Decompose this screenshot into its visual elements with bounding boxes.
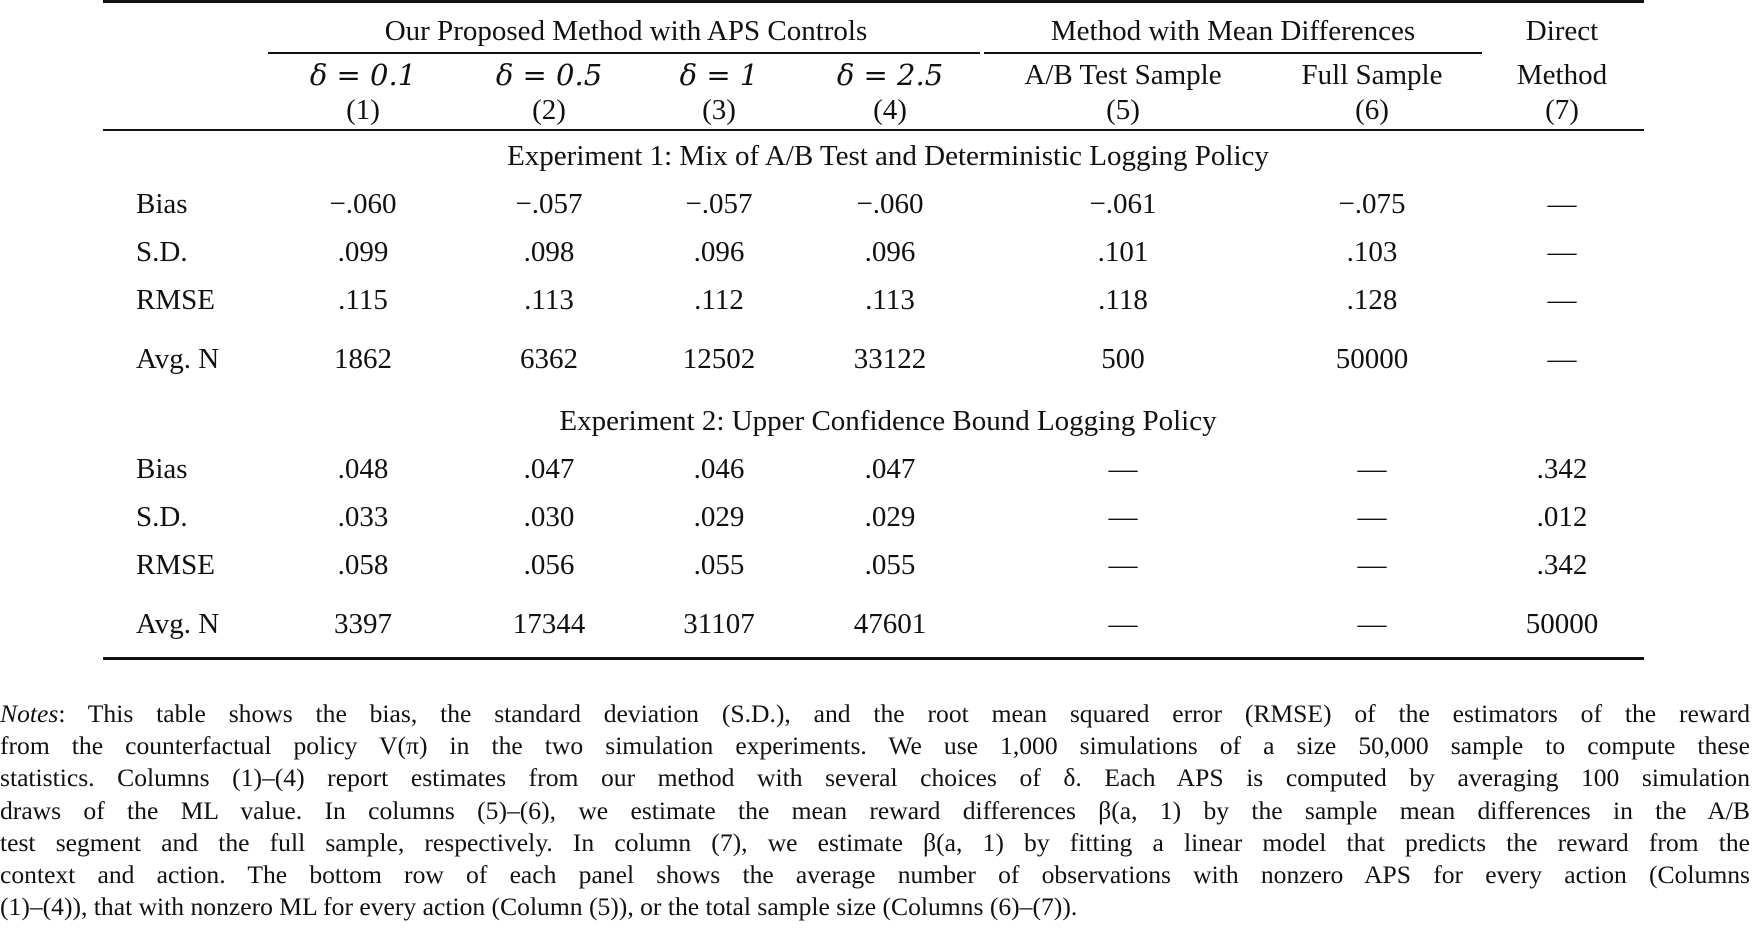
table-cell: .128 <box>1346 284 1398 316</box>
table-cell: — <box>1357 453 1387 485</box>
column-header-number: (2) <box>532 94 566 126</box>
table-cell: 12502 <box>682 343 756 375</box>
group-header-direct-line2: Method <box>1516 59 1608 91</box>
table-cell: .099 <box>337 236 389 268</box>
row-label: Bias <box>136 453 188 485</box>
table-cell: .029 <box>864 501 916 533</box>
table-cell: .047 <box>864 453 916 485</box>
group-header-proposed: Our Proposed Method with APS Controls <box>384 15 868 47</box>
notes-line: (1)–(4)), that with nonzero ML for every action (Column (5)), or the total sample size (Columns (6)–(7)). <box>0 892 1078 922</box>
notes-line: from the counterfactual policy V(π) in the two simulation experiments. We use 1,000 simulations of a size 50,000 sample to compute these <box>0 731 1750 761</box>
table-cell: — <box>1357 608 1387 640</box>
column-header-label: δ = 0.5 <box>495 58 603 92</box>
table-cell: .113 <box>524 284 574 316</box>
table-cell: .055 <box>864 549 916 581</box>
notes-line: Notes: This table shows the bias, the standard deviation (S.D.), and the root mean squared error (RMSE) of the estimators of the reward <box>0 699 1750 728</box>
row-label: Avg. N <box>136 608 220 640</box>
table-cell: 500 <box>1101 343 1145 375</box>
table-cell: −.057 <box>515 188 583 220</box>
notes-line: statistics. Columns (1)–(4) report estimates from our method with several choices of δ. Each APS is computed by averaging 100 simulation <box>0 763 1750 793</box>
table-notes <box>0 698 1750 923</box>
table-top-rule <box>103 0 1644 3</box>
table-cell: .113 <box>865 284 915 316</box>
column-header-label: δ = 1 <box>679 58 759 92</box>
table-cell: .098 <box>523 236 575 268</box>
column-header-number: (3) <box>702 94 736 126</box>
table-cell: 17344 <box>512 608 586 640</box>
table-cell: .103 <box>1346 236 1398 268</box>
table-cell: — <box>1357 549 1387 581</box>
table-cell: −.060 <box>856 188 924 220</box>
notes-line: context and action. The bottom row of each panel shows the average number of observations with nonzero APS for every action (Columns <box>0 860 1750 890</box>
mean-diff-group-rule <box>984 52 1482 54</box>
table-cell: .058 <box>337 549 389 581</box>
row-label: RMSE <box>136 284 215 316</box>
table-cell: .033 <box>337 501 389 533</box>
table-cell: 50000 <box>1335 343 1409 375</box>
table-cell: — <box>1547 188 1577 220</box>
table-cell: .342 <box>1536 453 1588 485</box>
column-header-number: (7) <box>1545 94 1579 126</box>
row-label: RMSE <box>136 549 215 581</box>
row-label: S.D. <box>136 236 188 268</box>
table-cell: 47601 <box>853 608 927 640</box>
row-label: S.D. <box>136 501 188 533</box>
table-cell: .029 <box>693 501 745 533</box>
table-cell: — <box>1108 608 1138 640</box>
column-header-label: Full Sample <box>1301 59 1443 91</box>
table-cell: 6362 <box>520 343 578 375</box>
table-cell: 33122 <box>853 343 927 375</box>
table-cell: .047 <box>523 453 575 485</box>
panel-title: Experiment 1: Mix of A/B Test and Deterministic Logging Policy <box>507 140 1269 172</box>
row-label: Bias <box>136 188 188 220</box>
table-cell: — <box>1108 453 1138 485</box>
group-header-mean-differences: Method with Mean Differences <box>1050 15 1416 47</box>
table-cell: .012 <box>1536 501 1588 533</box>
table-cell: .101 <box>1097 236 1149 268</box>
table-cell: .112 <box>694 284 744 316</box>
panel-title: Experiment 2: Upper Confidence Bound Logging Policy <box>559 405 1217 437</box>
group-header-direct-line1: Direct <box>1525 15 1599 47</box>
column-header-number: (4) <box>873 94 907 126</box>
table-cell: −.061 <box>1089 188 1157 220</box>
column-header-number: (1) <box>346 94 380 126</box>
column-header-label: δ = 0.1 <box>309 58 417 92</box>
column-header-label: δ = 2.5 <box>836 58 944 92</box>
table-cell: — <box>1108 501 1138 533</box>
table-cell: — <box>1547 236 1577 268</box>
notes-line: draws of the ML value. In columns (5)–(6), we estimate the mean reward differences β(a, 1) by the sample mean differences in the A/B <box>0 795 1750 825</box>
table-bottom-rule <box>103 657 1644 660</box>
table-cell: .030 <box>523 501 575 533</box>
column-header-label: A/B Test Sample <box>1024 59 1222 91</box>
table-cell: — <box>1108 549 1138 581</box>
table-cell: 50000 <box>1525 608 1599 640</box>
proposed-group-rule <box>268 52 980 54</box>
table-cell: −.075 <box>1338 188 1406 220</box>
table-cell: .096 <box>864 236 916 268</box>
table-cell: −.057 <box>685 188 753 220</box>
table-cell: .096 <box>693 236 745 268</box>
table-cell: .048 <box>337 453 389 485</box>
column-header-number: (6) <box>1355 94 1389 126</box>
header-bottom-rule <box>103 129 1644 131</box>
table-cell: — <box>1547 343 1577 375</box>
column-header-number: (5) <box>1106 94 1140 126</box>
table-cell: 31107 <box>683 608 755 640</box>
table-cell: — <box>1357 501 1387 533</box>
row-label: Avg. N <box>136 343 220 375</box>
table-cell: .056 <box>523 549 575 581</box>
table-cell: −.060 <box>329 188 397 220</box>
notes-line: test segment and the full sample, respectively. In column (7), we estimate β(a, 1) by fitting a linear model that predicts the reward from the <box>0 827 1750 857</box>
table-cell: 3397 <box>334 608 392 640</box>
table-cell: 1862 <box>334 343 392 375</box>
table-cell: .342 <box>1536 549 1588 581</box>
table-cell: .115 <box>338 284 388 316</box>
notes-lead: Notes <box>0 699 59 728</box>
table-cell: .118 <box>1098 284 1148 316</box>
table-cell: — <box>1547 284 1577 316</box>
table-cell: .046 <box>693 453 745 485</box>
table-cell: .055 <box>693 549 745 581</box>
